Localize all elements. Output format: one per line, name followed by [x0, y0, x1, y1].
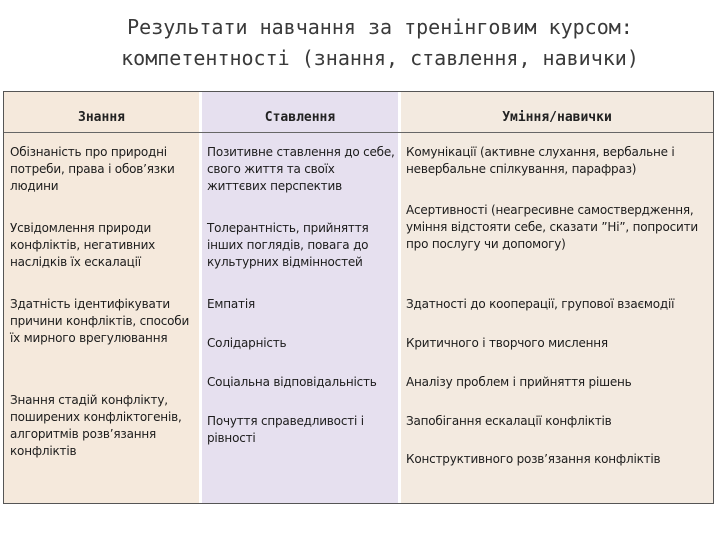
header-divider — [4, 132, 713, 133]
attitude-item: Соціальна відповідальність — [207, 375, 377, 389]
skill-item: Комунікації (активне слухання, вербальне і невербальне спілкування, парафраз) — [406, 145, 675, 176]
skill-item: Асертивності (неагресивне самоствердження, уміння відстояти себе, сказати ”Ні”, попросити про послугу чи допомогу) — [406, 203, 698, 251]
attitude-item: Позитивне ставлення до себе, свого життя та своїх життєвих перспектив — [207, 145, 395, 193]
knowledge-item: Здатність ідентифікувати причини конфліктів, способи їх мирного врегулювання — [10, 297, 190, 345]
attitude-item: Солідарність — [207, 336, 287, 350]
slide-title — [40, 12, 720, 74]
knowledge-item: Обізнаність про природні потреби, права і обов’язки людини — [10, 145, 175, 193]
title-line-2: компетентності (знання, ставлення, навички) — [121, 46, 639, 70]
attitude-item: Емпатія — [207, 297, 255, 311]
header-skills: Уміння/навички — [502, 110, 612, 125]
table-header — [4, 92, 713, 130]
competencies-table — [3, 91, 714, 504]
knowledge-item: Усвідомлення природи конфліктів, негативних наслідків їх ескалації — [10, 221, 156, 269]
skill-item: Аналізу проблем і прийняття рішень — [406, 375, 632, 389]
header-attitudes: Ставлення — [264, 110, 336, 125]
knowledge-item: Знання стадій конфлікту, поширених конфліктогенів, алгоритмів розв’язання конфліктів — [10, 393, 182, 458]
skill-item: Запобігання ескалації конфліктів — [406, 414, 612, 428]
attitude-item: Почуття справедливості і рівності — [207, 414, 364, 445]
attitude-item: Толерантність, прийняття інших поглядів, повага до культурних відмінностей — [207, 221, 369, 269]
title-line-1: Результати навчання за тренінговим курсом: — [127, 15, 633, 39]
skill-item: Здатності до кооперації, групової взаємодії — [406, 297, 675, 311]
skill-item: Конструктивного розв’язання конфліктів — [406, 452, 661, 466]
skill-item: Критичного і творчого мислення — [406, 336, 608, 350]
header-knowledge: Знання — [78, 110, 125, 125]
